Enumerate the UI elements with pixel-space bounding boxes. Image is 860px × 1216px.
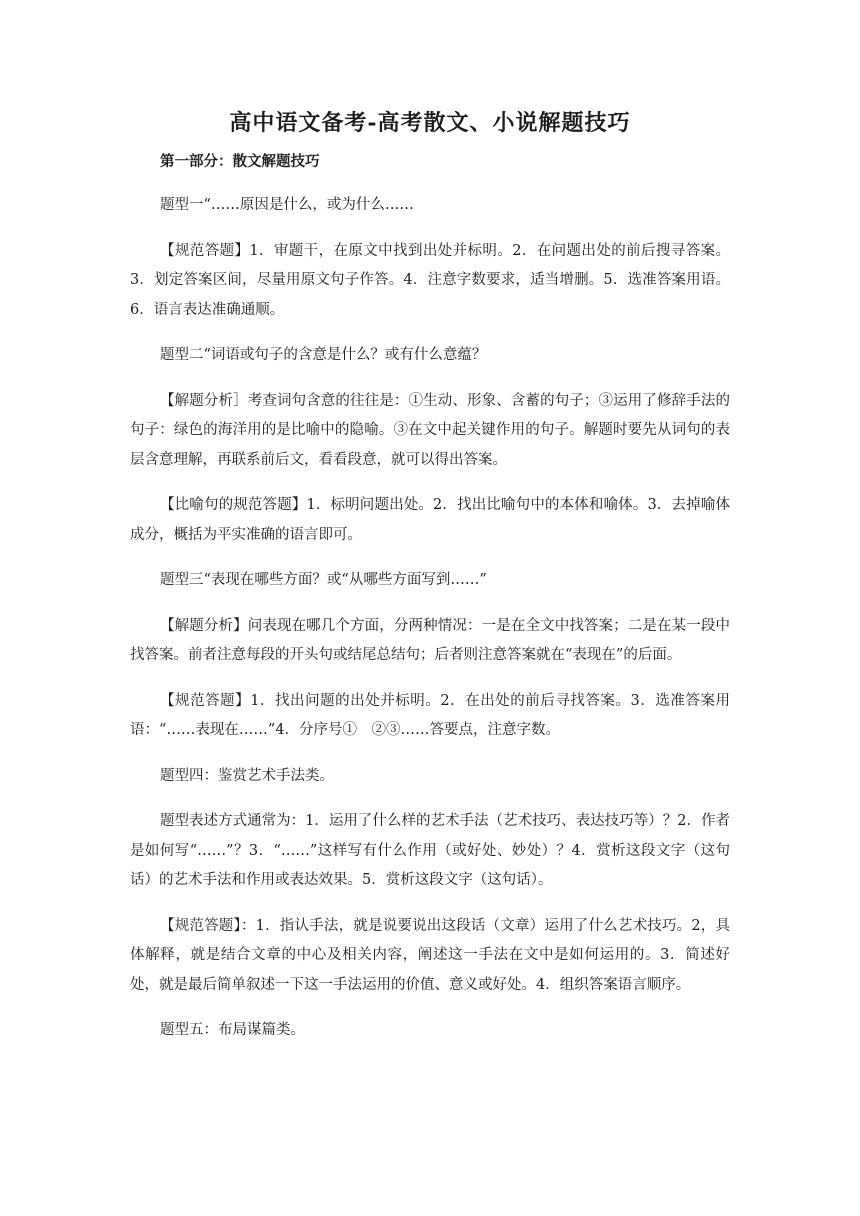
question-format-4: 题型表述方式通常为：1．运用了什么样的艺术手法（艺术技巧、表达技巧等）？2．作者是如何写“……”？3．“……”这样写有什么作用（或好处、妙处）？4．赏析这段文字（这句话）的艺术手法和作用或表达效果。5．赏析这段文字（这句话）。 xyxy=(130,813,730,888)
section-heading: 第一部分：散文解题技巧 xyxy=(160,154,320,170)
question-type-1: 题型一“……原因是什么，或为什么…… xyxy=(160,197,414,213)
question-type-2: 题型二“词语或句子的含意是什么？或有什么意蕴？ xyxy=(160,347,487,363)
standard-answer-3: 【规范答题】1．找出问题的出处并标明。2．在出处的前后寻找答案。3．选准答案用语：“……表现在……”4．分序号① ②③……答要点，注意字数。 xyxy=(130,692,730,738)
question-type-4: 题型四：鉴赏艺术手法类。 xyxy=(160,767,334,784)
document-title: 高中语文备考-高考散文、小说解题技巧 xyxy=(229,110,631,136)
question-type-5: 题型五：布局谋篇类。 xyxy=(160,1022,305,1038)
standard-answer-1: 【规范答题】1．审题干，在原文中找到出处并标明。2．在问题出处的前后搜寻答案。3．划定答案区间，尽量用原文句子作答。4．注意字数要求，适当增删。5．选准答案用语。6．语言表达准确通顺。 xyxy=(130,242,730,318)
question-type-3: 题型三“表现在哪些方面？或“从哪些方面写到……” xyxy=(160,572,487,588)
analysis-3: 【解题分析】问表现在哪几个方面，分两种情况：一是在全文中找答案；二是在某一段中找答案。前者注意每段的开头句或结尾总结句；后者则注意答案就在“表现在”的后面。 xyxy=(130,617,730,663)
standard-answer-4: 【规范答题】：1．指认手法，就是说要说出这段话（文章）运用了什么艺术技巧。2，具体解释，就是结合文章的中心及相关内容，阐述这一手法在文中是如何运用的。3．简述好处，就是最后简单叙述一下这一手法运用的价值、意义或好处。4．组织答案语言顺序。 xyxy=(130,917,730,993)
analysis-2: 【解题分析］考查词句含意的往往是：①生动、形象、含蓄的句子；③运用了修辞手法的句子：绿色的海洋用的是比喻中的隐喻。③在文中起关键作用的句子。解题时要先从词句的表层含意理解，再联系前后文，看看段意，就可以得出答案。 xyxy=(130,392,730,468)
document-body xyxy=(130,149,730,1062)
metaphor-answer: 【比喻句的规范答题】1．标明问题出处。2．找出比喻句中的本体和喻体。3．去掉喻体成分，概括为平实准确的语言即可。 xyxy=(130,497,730,543)
